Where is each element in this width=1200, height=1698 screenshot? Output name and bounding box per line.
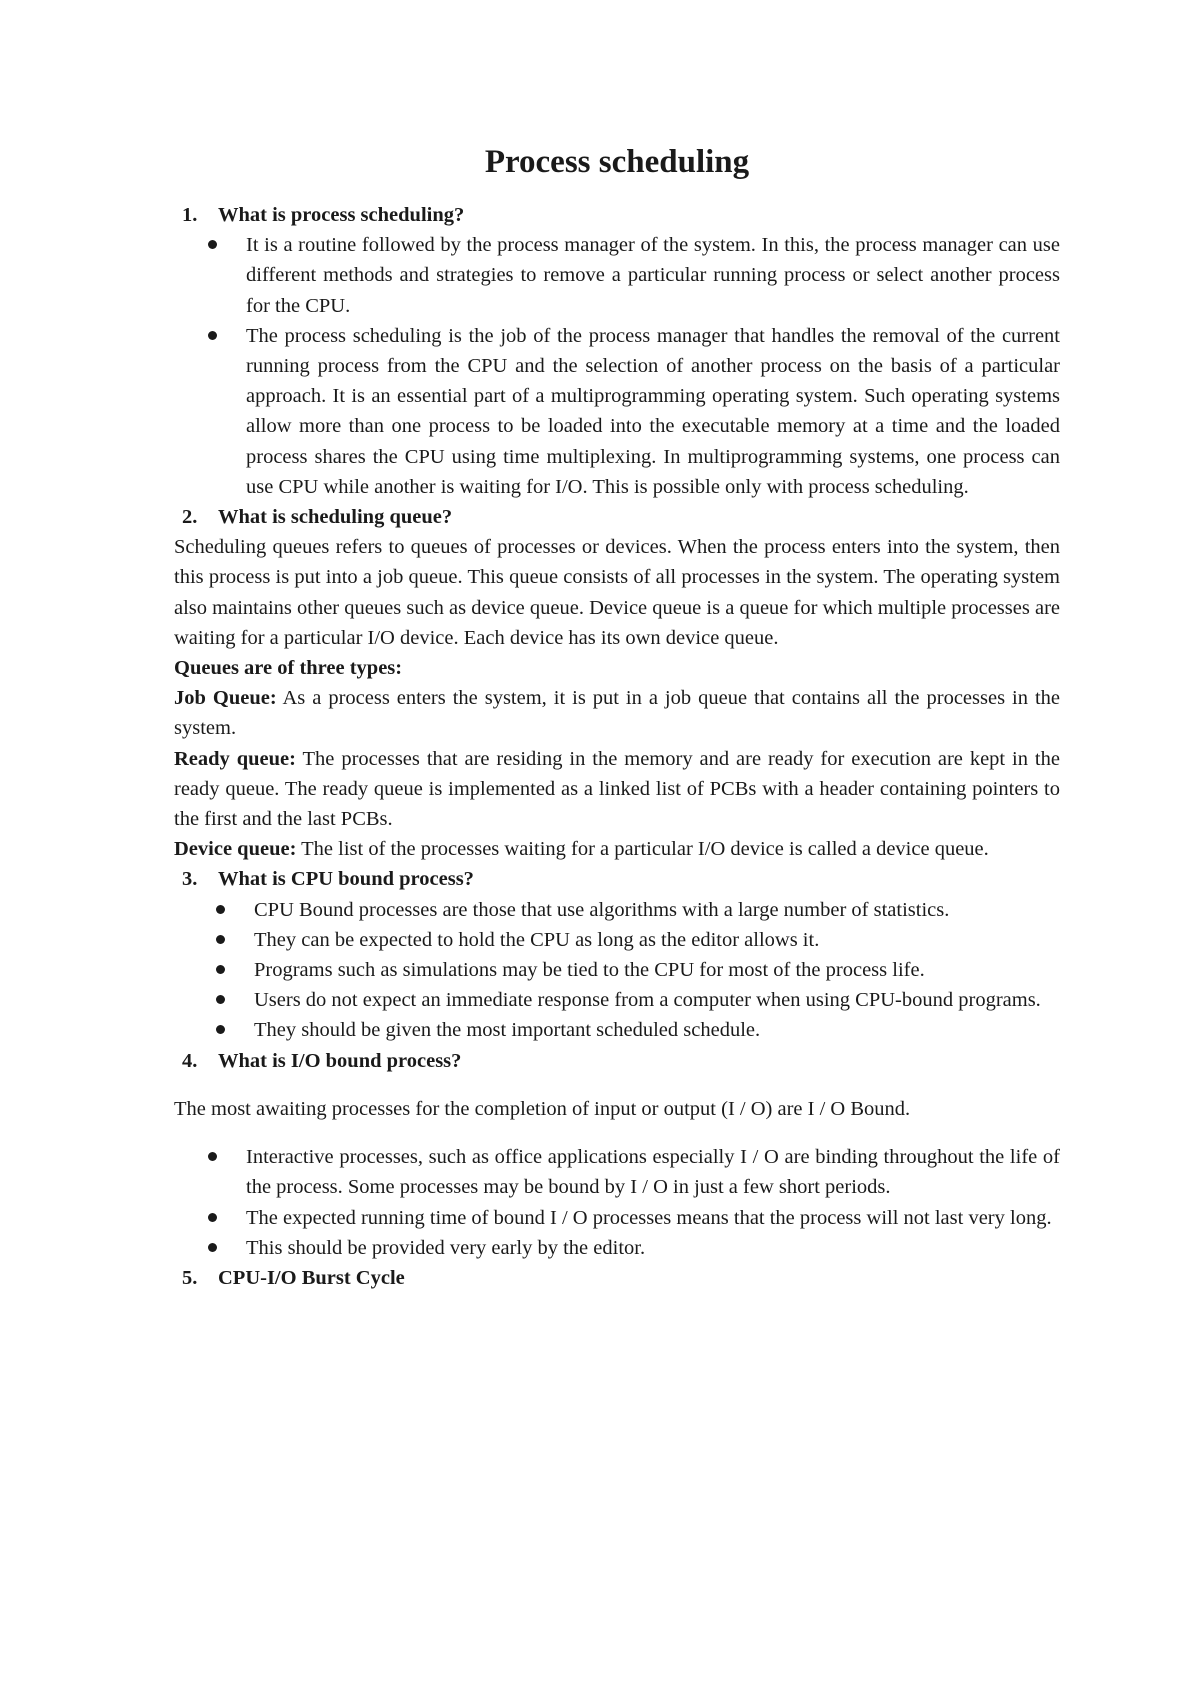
bullet-item: The process scheduling is the job of the process manager that handles the removal of the current running process from the CPU and the selection of another process on the basis of a particular approach. It is an essential part of a multiprogramming operating system. Such operating systems allow more than one process to be loaded into the executable memory at a time and the loaded process shares the CPU using time multiplexing. In multiprogramming systems, one process can use CPU while another is waiting for I/O. This is possible only with process scheduling. xyxy=(246,321,1060,502)
question-text: What is process scheduling? xyxy=(218,204,465,226)
question-number: 2. xyxy=(182,506,198,529)
device-queue-paragraph xyxy=(174,834,1060,864)
spacer xyxy=(174,1124,1060,1142)
job-queue-label: Job Queue: xyxy=(174,687,277,710)
document-page xyxy=(174,140,1060,1293)
bullet-item: CPU Bound processes are those that use algorithms with a large number of statistics. xyxy=(254,895,1060,925)
question-number: 3. xyxy=(182,868,198,891)
ready-queue-text: The processes that are residing in the memory and are ready for execution are kept in the ready queue. The ready queue is implemented as a linked list of PCBs with a header containing pointers to the first and the last PCBs. xyxy=(174,747,1060,831)
device-queue-label: Device queue: xyxy=(174,838,297,861)
job-queue-paragraph xyxy=(174,683,1060,743)
question-number: 1. xyxy=(182,204,198,226)
question-text: What is CPU bound process? xyxy=(218,868,474,891)
question-1-heading xyxy=(174,200,1060,230)
bullet-item: Interactive processes, such as office applications especially I / O are binding throughout the life of the process. Some processes may be bound by I / O in just a few short periods. xyxy=(246,1142,1060,1202)
question-number: 4. xyxy=(182,1049,198,1072)
question-number: 5. xyxy=(182,1266,198,1289)
spacer xyxy=(174,1076,1060,1094)
question-4-bullets xyxy=(174,1142,1060,1263)
question-5-heading xyxy=(174,1263,1060,1293)
question-3-heading xyxy=(174,864,1060,894)
question-3-bullets xyxy=(174,895,1060,1046)
bullet-item: They should be given the most important scheduled schedule. xyxy=(254,1015,1060,1045)
page-title: Process scheduling xyxy=(484,144,750,180)
io-bound-intro: The most awaiting processes for the completion of input or output (I / O) are I / O Bound. xyxy=(174,1097,911,1120)
bullet-item: This should be provided very early by the editor. xyxy=(246,1233,1060,1263)
ready-queue-label: Ready queue: xyxy=(174,747,296,770)
question-text: What is I/O bound process? xyxy=(218,1049,462,1072)
queue-types-heading: Queues are of three types: xyxy=(174,657,403,680)
scheduling-queue-paragraph: Scheduling queues refers to queues of processes or devices. When the process enters into the system, then this process is put into a job queue. This queue consists of all processes in the system. The operating system also maintains other queues such as device queue. Device queue is a queue for which multiple processes are waiting for a particular I/O device. Each device has its own device queue. xyxy=(174,536,1060,649)
bullet-item: They can be expected to hold the CPU as long as the editor allows it. xyxy=(254,925,1060,955)
question-2-heading xyxy=(174,502,1060,532)
ready-queue-paragraph xyxy=(174,744,1060,835)
question-4-heading xyxy=(174,1046,1060,1076)
job-queue-text: As a process enters the system, it is put in a job queue that contains all the processes in the system. xyxy=(174,687,1060,740)
bullet-item: Programs such as simulations may be tied to the CPU for most of the process life. xyxy=(254,955,1060,985)
question-1-bullets xyxy=(174,230,1060,502)
question-text: What is scheduling queue? xyxy=(218,506,453,529)
bullet-item: Users do not expect an immediate response from a computer when using CPU-bound programs. xyxy=(254,985,1060,1015)
bullet-item: The expected running time of bound I / O processes means that the process will not last very long. xyxy=(246,1203,1060,1233)
question-text: CPU-I/O Burst Cycle xyxy=(218,1266,405,1289)
bullet-item: It is a routine followed by the process manager of the system. In this, the process manager can use different methods and strategies to remove a particular running process or select another process for the CPU. xyxy=(246,230,1060,321)
device-queue-text: The list of the processes waiting for a particular I/O device is called a device queue. xyxy=(296,838,989,861)
